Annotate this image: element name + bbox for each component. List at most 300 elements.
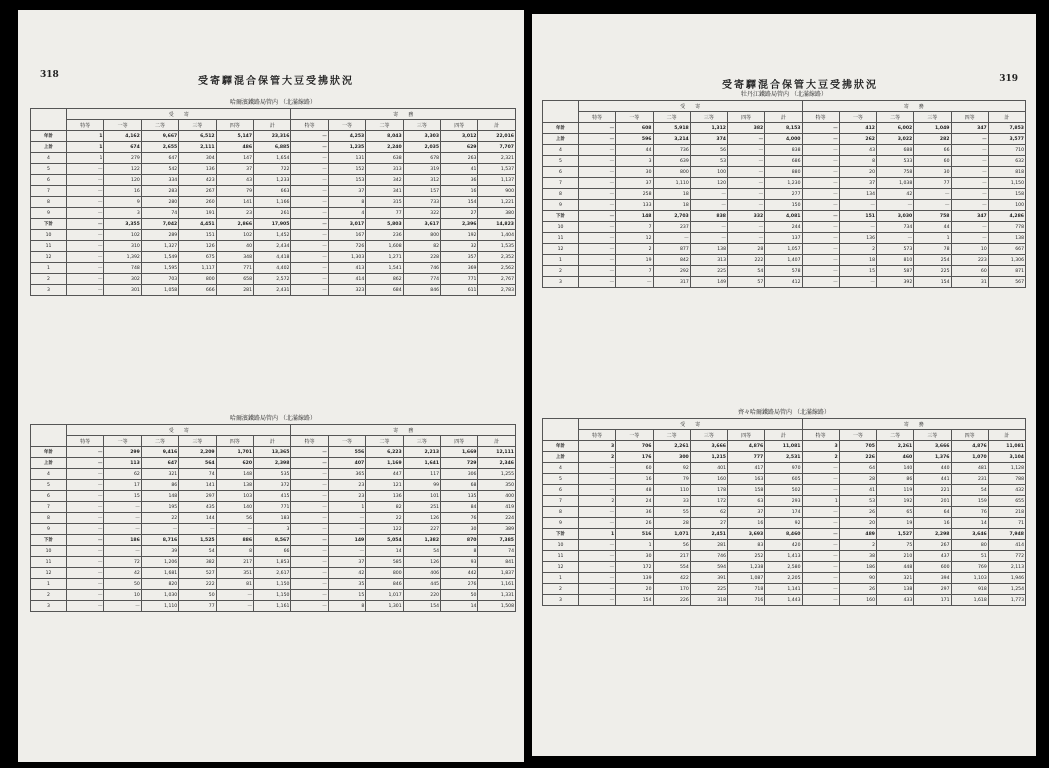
column-header: 三等 xyxy=(914,112,951,123)
table-cell: 382 xyxy=(728,123,765,134)
table-cell: 1,017 xyxy=(366,590,403,601)
table-cell: 608 xyxy=(616,123,653,134)
table-cell: 632 xyxy=(988,156,1025,167)
table-cell: 149 xyxy=(328,535,365,546)
table-caption: 牡丹江鐵路局管内 （北滿線路） xyxy=(741,91,827,98)
table-row xyxy=(543,134,1026,145)
table-cell: 1,110 xyxy=(653,178,690,189)
table-cell: 578 xyxy=(765,266,802,277)
table-cell: 3,022 xyxy=(877,134,914,145)
table-cell: 647 xyxy=(141,153,178,164)
table-cell: — xyxy=(802,167,839,178)
table-cell: 620 xyxy=(216,458,253,469)
table-cell: 37 xyxy=(728,507,765,518)
table-cell: 1,537 xyxy=(478,164,516,175)
table-cell: 297 xyxy=(179,491,216,502)
table-cell: — xyxy=(67,491,104,502)
table-cell: — xyxy=(802,474,839,485)
table-cell: 334 xyxy=(141,175,178,186)
table-cell: 158 xyxy=(988,189,1025,200)
table-cell: — xyxy=(67,524,104,535)
table-cell: — xyxy=(802,123,839,134)
table-cell: 734 xyxy=(877,222,914,233)
table-cell: 77 xyxy=(366,208,403,219)
table-cell: 163 xyxy=(728,474,765,485)
table-cell: 667 xyxy=(988,244,1025,255)
table-row xyxy=(543,255,1026,266)
table-cell: 9 xyxy=(104,197,141,208)
table-cell: 820 xyxy=(141,579,178,590)
table-cell: 54 xyxy=(179,546,216,557)
row-label: 下計 xyxy=(31,535,67,546)
table-cell: 4,402 xyxy=(254,263,291,274)
table-cell: 78 xyxy=(914,244,951,255)
table-cell: — xyxy=(951,145,988,156)
table-row xyxy=(31,263,516,274)
column-header: 四等 xyxy=(441,436,478,447)
table-cell: — xyxy=(579,551,616,562)
table-cell: 171 xyxy=(914,595,951,606)
table-cell: 372 xyxy=(254,480,291,491)
table-cell: — xyxy=(67,263,104,274)
table-cell: 178 xyxy=(690,485,727,496)
table-cell: — xyxy=(690,200,727,211)
table-row xyxy=(31,524,516,535)
row-label: 下計 xyxy=(31,219,67,230)
table-cell: 44 xyxy=(616,145,653,156)
table-cell: 1,221 xyxy=(478,197,516,208)
table-cell: — xyxy=(291,546,328,557)
group-header: 受 寄 xyxy=(579,101,803,112)
table-cell: — xyxy=(802,189,839,200)
row-label: 6 xyxy=(31,175,67,186)
table-cell: 2,213 xyxy=(403,447,440,458)
table-cell: 533 xyxy=(877,156,914,167)
table-cell: — xyxy=(67,285,104,296)
table-cell: 380 xyxy=(478,208,516,219)
table-cell: — xyxy=(291,568,328,579)
table-cell: — xyxy=(802,211,839,222)
table-cell: 778 xyxy=(988,222,1025,233)
table-cell: 810 xyxy=(877,255,914,266)
table-row xyxy=(543,496,1026,507)
table-cell: — xyxy=(67,502,104,513)
table-cell: 310 xyxy=(104,241,141,252)
table-cell: 655 xyxy=(988,496,1025,507)
table-cell: 2,531 xyxy=(765,452,802,463)
table-cell: 225 xyxy=(690,266,727,277)
table-cell: 4,253 xyxy=(328,131,365,142)
table-cell: 587 xyxy=(877,266,914,277)
row-label: 2 xyxy=(543,584,579,595)
table-row xyxy=(543,277,1026,288)
table-cell: — xyxy=(579,595,616,606)
table-cell: 3,666 xyxy=(690,441,727,452)
column-header: 二等 xyxy=(141,120,178,131)
table-cell: — xyxy=(104,546,141,557)
column-header: 一等 xyxy=(839,430,876,441)
table-cell: 2,352 xyxy=(478,252,516,263)
table-cell: 110 xyxy=(653,485,690,496)
table-cell: — xyxy=(216,524,253,535)
table-cell: 312 xyxy=(403,175,440,186)
table-cell: 841 xyxy=(478,557,516,568)
table-cell: 101 xyxy=(403,491,440,502)
table-cell: 542 xyxy=(141,164,178,175)
table-cell: 141 xyxy=(216,197,253,208)
table-cell: 44 xyxy=(914,222,951,233)
table-cell: — xyxy=(802,507,839,518)
table-cell: 970 xyxy=(765,463,802,474)
row-label: 年計 xyxy=(31,447,67,458)
table-cell: 1,215 xyxy=(690,452,727,463)
table-cell: 14 xyxy=(366,546,403,557)
row-label: 上計 xyxy=(543,134,579,145)
table-cell: — xyxy=(579,485,616,496)
row-label: 9 xyxy=(31,208,67,219)
table-cell: 7,853 xyxy=(988,123,1025,134)
table-cell: — xyxy=(291,274,328,285)
table-cell: — xyxy=(291,175,328,186)
table-cell: 748 xyxy=(104,263,141,274)
table-cell: 75 xyxy=(877,540,914,551)
table-cell: 406 xyxy=(403,568,440,579)
table-cell: 347 xyxy=(951,211,988,222)
table-cell: 7,948 xyxy=(988,529,1025,540)
table-cell: 18 xyxy=(653,200,690,211)
table-cell: — xyxy=(802,529,839,540)
table-cell: 300 xyxy=(653,452,690,463)
table-cell: 1,230 xyxy=(765,178,802,189)
row-label: 3 xyxy=(543,277,579,288)
table-cell: 1,541 xyxy=(366,263,403,274)
column-header: 計 xyxy=(765,112,802,123)
table-row xyxy=(31,447,516,458)
table-cell: 1,057 xyxy=(765,244,802,255)
table-cell: 35 xyxy=(328,579,365,590)
table-cell: 2,261 xyxy=(653,441,690,452)
table-cell: 170 xyxy=(653,584,690,595)
table-cell: 137 xyxy=(765,233,802,244)
table-cell: 1,701 xyxy=(216,447,253,458)
table-cell: 564 xyxy=(179,458,216,469)
table-cell: 1,376 xyxy=(914,452,951,463)
row-label: 下計 xyxy=(543,211,579,222)
table-cell: — xyxy=(802,485,839,496)
table-cell: — xyxy=(579,178,616,189)
table-cell: 100 xyxy=(988,200,1025,211)
table-cell: — xyxy=(579,123,616,134)
table-cell: 2,866 xyxy=(216,219,253,230)
table-cell: 1,654 xyxy=(254,153,291,164)
data-table xyxy=(30,108,516,296)
table-cell: 2,261 xyxy=(877,441,914,452)
table-cell: 281 xyxy=(216,285,253,296)
table-cell: 54 xyxy=(403,546,440,557)
table-cell: 26 xyxy=(839,584,876,595)
table-cell: 392 xyxy=(877,277,914,288)
table-cell: — xyxy=(802,595,839,606)
table-cell: — xyxy=(67,447,104,458)
table-cell: 64 xyxy=(839,463,876,474)
table-cell: — xyxy=(802,551,839,562)
column-header: 二等 xyxy=(366,120,403,131)
table-cell: 62 xyxy=(104,469,141,480)
table-row xyxy=(31,164,516,175)
corner-header xyxy=(31,425,67,447)
table-cell: 20 xyxy=(839,518,876,529)
table-cell: 1,255 xyxy=(478,469,516,480)
table-cell: 217 xyxy=(216,557,253,568)
table-cell: — xyxy=(291,480,328,491)
table-cell: 4,162 xyxy=(104,131,141,142)
table-cell: — xyxy=(67,252,104,263)
table-cell: 60 xyxy=(914,156,951,167)
table-cell: — xyxy=(728,167,765,178)
table-cell: 374 xyxy=(690,134,727,145)
table-cell: 11,081 xyxy=(765,441,802,452)
table-cell: 40 xyxy=(216,241,253,252)
table-row xyxy=(31,513,516,524)
table-cell: 306 xyxy=(441,469,478,480)
table-cell: — xyxy=(104,524,141,535)
table-cell: 16 xyxy=(104,186,141,197)
table-cell: 7,042 xyxy=(141,219,178,230)
table-cell: 225 xyxy=(914,266,951,277)
table-cell: 76 xyxy=(441,513,478,524)
table-cell: 1,527 xyxy=(877,529,914,540)
table-cell: — xyxy=(291,579,328,590)
table-cell: 36 xyxy=(616,507,653,518)
table-cell: 556 xyxy=(328,447,365,458)
group-header: 受 寄 xyxy=(579,419,803,430)
table-cell: 2 xyxy=(579,452,616,463)
table-cell: 8 xyxy=(839,156,876,167)
table-cell: — xyxy=(291,285,328,296)
column-header: 一等 xyxy=(328,120,365,131)
table-cell: — xyxy=(579,540,616,551)
table-cell: 3 xyxy=(616,156,653,167)
table-cell: 414 xyxy=(988,540,1025,551)
table-cell: 1,681 xyxy=(141,568,178,579)
table-cell: — xyxy=(579,584,616,595)
table-cell: 3,646 xyxy=(951,529,988,540)
table-cell: — xyxy=(67,557,104,568)
table-cell: 605 xyxy=(765,474,802,485)
table-cell: 37 xyxy=(328,186,365,197)
table-cell: 422 xyxy=(653,573,690,584)
table-cell: 1,549 xyxy=(141,252,178,263)
table-cell: 1,535 xyxy=(478,241,516,252)
table-cell: — xyxy=(291,601,328,612)
table-cell: — xyxy=(579,134,616,145)
table-cell: 658 xyxy=(216,274,253,285)
table-cell: — xyxy=(728,222,765,233)
table-cell: 585 xyxy=(366,557,403,568)
table-cell: 323 xyxy=(328,285,365,296)
table-cell: 30 xyxy=(914,167,951,178)
page-title: 受寄驛混合保管大豆受拂狀況 xyxy=(722,80,878,91)
table-cell: 736 xyxy=(653,145,690,156)
table-cell: 24 xyxy=(616,496,653,507)
table-cell: — xyxy=(291,131,328,142)
table-cell: 647 xyxy=(141,458,178,469)
table-cell: — xyxy=(291,252,328,263)
table-cell: — xyxy=(67,230,104,241)
table-cell: — xyxy=(291,469,328,480)
group-header: 寄 務 xyxy=(802,101,1026,112)
header-row xyxy=(31,436,516,447)
table-cell: 3,693 xyxy=(728,529,765,540)
table-cell: 400 xyxy=(478,491,516,502)
table-cell: 172 xyxy=(690,496,727,507)
table-cell: — xyxy=(291,142,328,153)
table-cell: 3,617 xyxy=(403,219,440,230)
table-cell: 1,853 xyxy=(254,557,291,568)
table-cell: 154 xyxy=(441,197,478,208)
table-cell: 846 xyxy=(366,579,403,590)
table-cell: 594 xyxy=(690,562,727,573)
table-cell: 16 xyxy=(728,518,765,529)
table-cell: 758 xyxy=(914,211,951,222)
table-cell: 1 xyxy=(802,496,839,507)
table-cell: — xyxy=(579,189,616,200)
table-cell: — xyxy=(291,186,328,197)
table-cell: 81 xyxy=(216,579,253,590)
table-cell: 120 xyxy=(690,178,727,189)
table-cell: 447 xyxy=(366,469,403,480)
table-cell: 663 xyxy=(254,186,291,197)
table-row xyxy=(543,518,1026,529)
column-header: 三等 xyxy=(403,436,440,447)
header-row xyxy=(543,419,1026,430)
table-cell: — xyxy=(579,222,616,233)
table-cell: 1,301 xyxy=(366,601,403,612)
table-cell: 684 xyxy=(366,285,403,296)
table-cell: 31 xyxy=(951,277,988,288)
table-cell: 871 xyxy=(988,266,1025,277)
table-cell: — xyxy=(291,208,328,219)
table-cell: 1,206 xyxy=(141,557,178,568)
table-cell: — xyxy=(579,562,616,573)
table-row xyxy=(543,540,1026,551)
table-cell: 223 xyxy=(951,255,988,266)
table-cell: 281 xyxy=(690,540,727,551)
table-cell: 1,235 xyxy=(328,142,365,153)
row-label: 12 xyxy=(31,568,67,579)
table-cell: 32 xyxy=(441,241,478,252)
table-cell: 2,298 xyxy=(914,529,951,540)
row-label: 10 xyxy=(31,230,67,241)
table-block xyxy=(30,98,516,296)
table-cell: — xyxy=(951,134,988,145)
table-cell: — xyxy=(291,491,328,502)
table-cell: — xyxy=(67,546,104,557)
table-cell: 28 xyxy=(839,474,876,485)
table-cell: — xyxy=(579,211,616,222)
table-cell: 64 xyxy=(914,507,951,518)
table-cell: — xyxy=(67,535,104,546)
table-cell: 718 xyxy=(728,584,765,595)
table-cell: 138 xyxy=(877,584,914,595)
table-cell: — xyxy=(67,469,104,480)
table-cell: 1,141 xyxy=(765,584,802,595)
table-cell: 596 xyxy=(616,134,653,145)
table-cell: 56 xyxy=(216,513,253,524)
table-cell: 76 xyxy=(951,507,988,518)
table-cell: 77 xyxy=(914,178,951,189)
header-row xyxy=(31,109,516,120)
table-caption: 哈爾濱鐵路局管内 （北滿線路） xyxy=(230,99,316,106)
table-row xyxy=(543,485,1026,496)
table-cell: 3 xyxy=(254,524,291,535)
table-cell: 17,905 xyxy=(254,219,291,230)
table-cell: 50 xyxy=(441,590,478,601)
table-cell: 842 xyxy=(653,255,690,266)
table-cell: 315 xyxy=(366,197,403,208)
table-cell: — xyxy=(67,175,104,186)
table-cell: 1,049 xyxy=(914,123,951,134)
column-header: 三等 xyxy=(690,430,727,441)
table-cell: 301 xyxy=(104,285,141,296)
table-cell: 53 xyxy=(839,496,876,507)
table-cell: — xyxy=(579,167,616,178)
table-cell: 226 xyxy=(653,595,690,606)
column-header: 特等 xyxy=(802,430,839,441)
table-row xyxy=(31,579,516,590)
table-cell: 2,240 xyxy=(366,142,403,153)
table-cell: 18 xyxy=(839,255,876,266)
row-label: 1 xyxy=(543,573,579,584)
table-cell: — xyxy=(802,277,839,288)
table-cell: 675 xyxy=(179,252,216,263)
table-row xyxy=(543,573,1026,584)
table-cell: 299 xyxy=(104,447,141,458)
table-cell: — xyxy=(728,134,765,145)
table-cell: 674 xyxy=(104,142,141,153)
table-cell: 126 xyxy=(179,241,216,252)
table-cell: 391 xyxy=(690,573,727,584)
row-label: 3 xyxy=(31,285,67,296)
table-cell: 317 xyxy=(653,277,690,288)
column-header: 二等 xyxy=(366,436,403,447)
table-cell: 153 xyxy=(328,175,365,186)
table-cell: 41 xyxy=(839,485,876,496)
table-cell: 800 xyxy=(179,274,216,285)
table-cell: — xyxy=(67,513,104,524)
table-cell: — xyxy=(839,200,876,211)
table-cell: — xyxy=(291,502,328,513)
table-cell: — xyxy=(67,186,104,197)
table-row xyxy=(543,167,1026,178)
table-cell: 22 xyxy=(141,513,178,524)
table-cell: 33 xyxy=(653,496,690,507)
table-cell: — xyxy=(690,233,727,244)
table-cell: 5,147 xyxy=(216,131,253,142)
table-cell: 83 xyxy=(728,540,765,551)
table-cell: 41 xyxy=(441,164,478,175)
table-cell: — xyxy=(802,156,839,167)
table-cell: 283 xyxy=(141,186,178,197)
table-cell: 12,111 xyxy=(478,447,516,458)
row-label: 1 xyxy=(543,255,579,266)
table-cell: 1,404 xyxy=(478,230,516,241)
table-cell: 126 xyxy=(403,513,440,524)
row-label: 上計 xyxy=(31,458,67,469)
column-header: 三等 xyxy=(914,430,951,441)
table-cell: 304 xyxy=(179,153,216,164)
table-cell: 1,508 xyxy=(478,601,516,612)
